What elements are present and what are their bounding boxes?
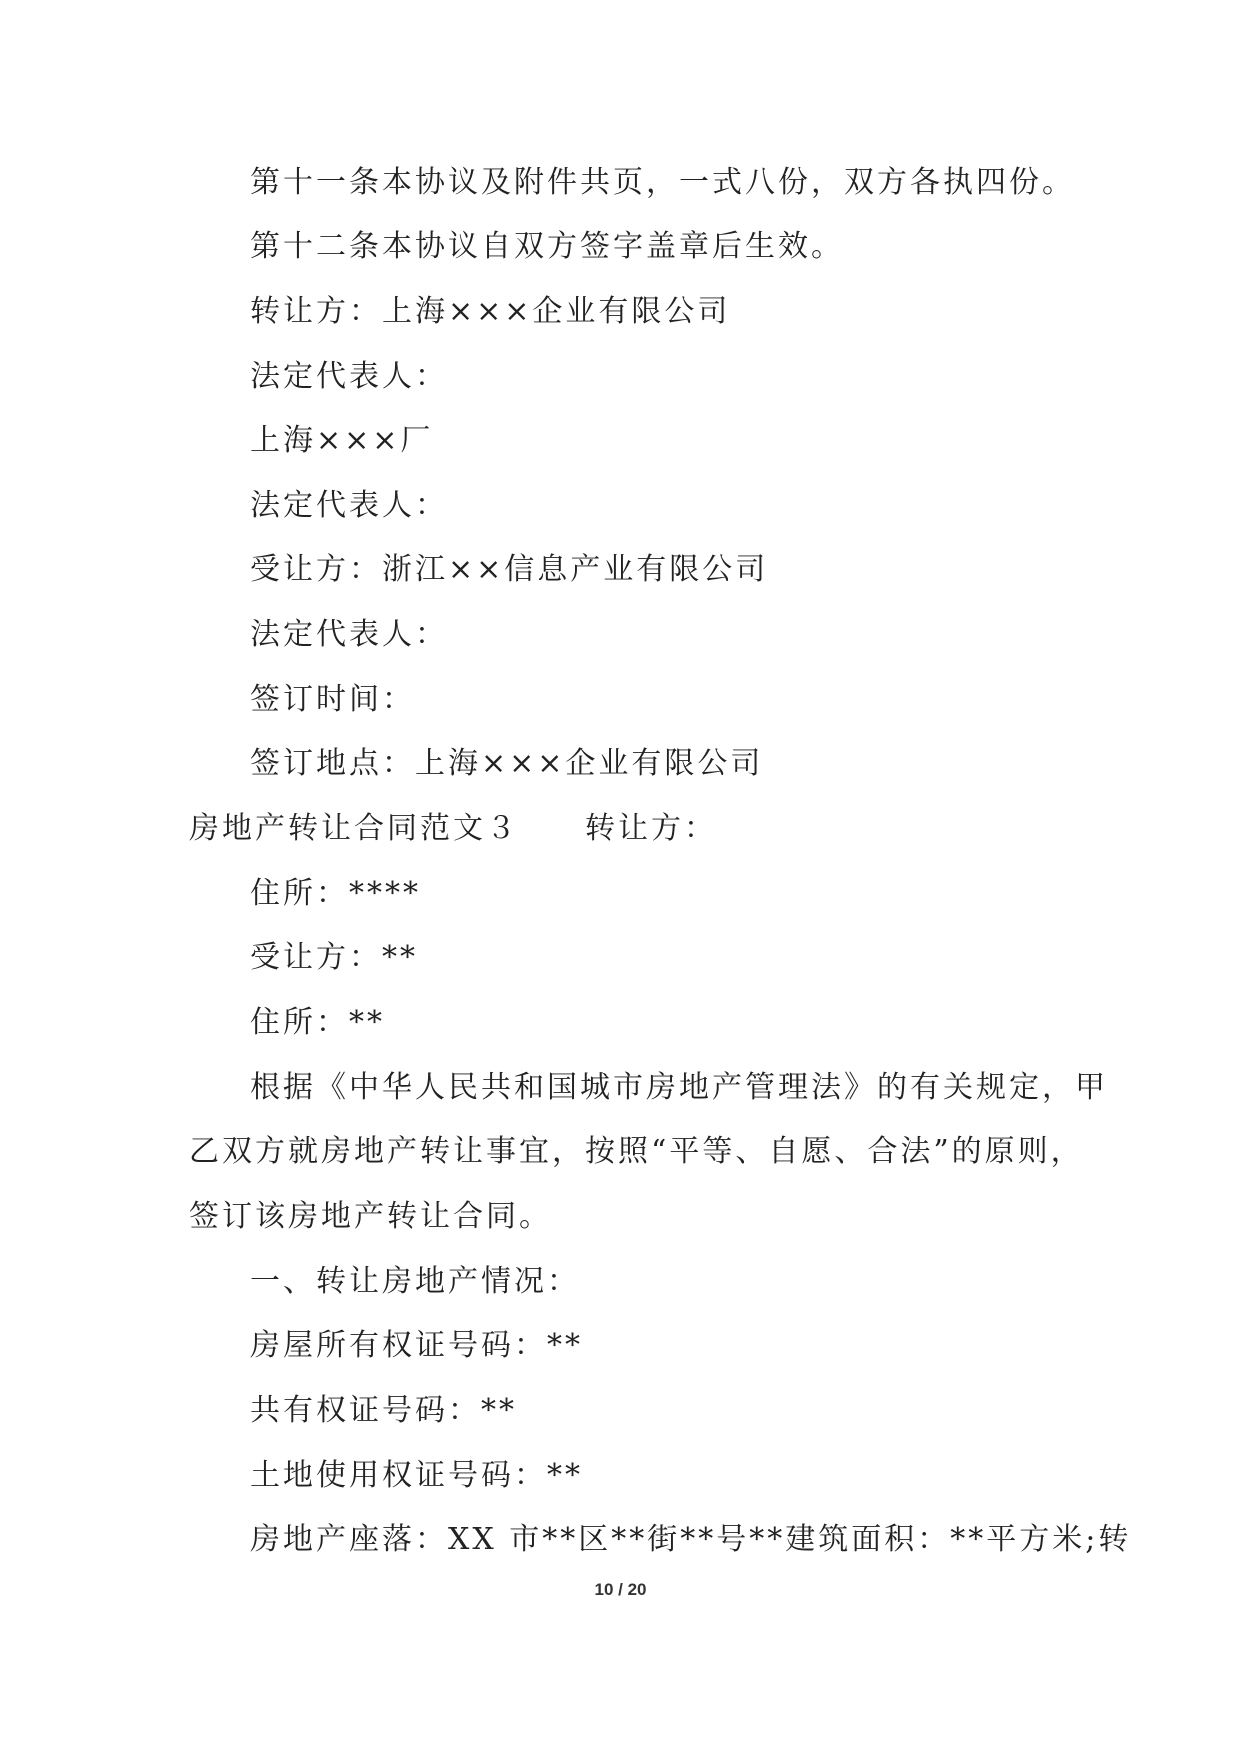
legal-representative-line: 法定代表人： [250,488,448,523]
paragraph-line: 乙双方就房地产转让事宜，按照“平等、自愿、合法”的原则， [189,1134,1084,1169]
property-location-line: 房地产座落：XX 市**区**街**号**建筑面积：**平方米;转 [250,1522,1132,1557]
address-line: 住所：**** [250,876,421,911]
transferee-line: 受让方：** [250,940,418,975]
section-heading: 一、转让房地产情况： [250,1264,580,1299]
transferee-line: 受让方：浙江××信息产业有限公司 [250,552,769,587]
ownership-certificate-line: 房屋所有权证号码：** [250,1328,583,1363]
legal-representative-line: 法定代表人： [250,359,448,394]
legal-representative-line: 法定代表人： [250,617,448,652]
paragraph-line: 签订该房地产转让合同。 [189,1199,552,1234]
sample-heading-line: 房地产转让合同范文３ 转让方： [189,811,717,846]
clause-twelve: 第十二条本协议自双方签字盖章后生效。 [250,229,844,264]
transferor-line: 转让方：上海×××企业有限公司 [250,294,731,329]
clause-eleven: 第十一条本协议及附件共页，一式八份，双方各执四份。 [250,165,1075,200]
page-number: 10 / 20 [594,1580,647,1599]
paragraph-line: 根据《中华人民共和国城市房地产管理法》的有关规定，甲 [250,1070,1108,1105]
address-line: 住所：** [250,1005,385,1040]
land-use-certificate-line: 土地使用权证号码：** [250,1458,583,1493]
signing-place-line: 签订地点：上海×××企业有限公司 [250,746,764,781]
factory-line: 上海×××厂 [250,423,434,458]
co-ownership-certificate-line: 共有权证号码：** [250,1393,517,1428]
signing-date-line: 签订时间： [250,682,415,717]
